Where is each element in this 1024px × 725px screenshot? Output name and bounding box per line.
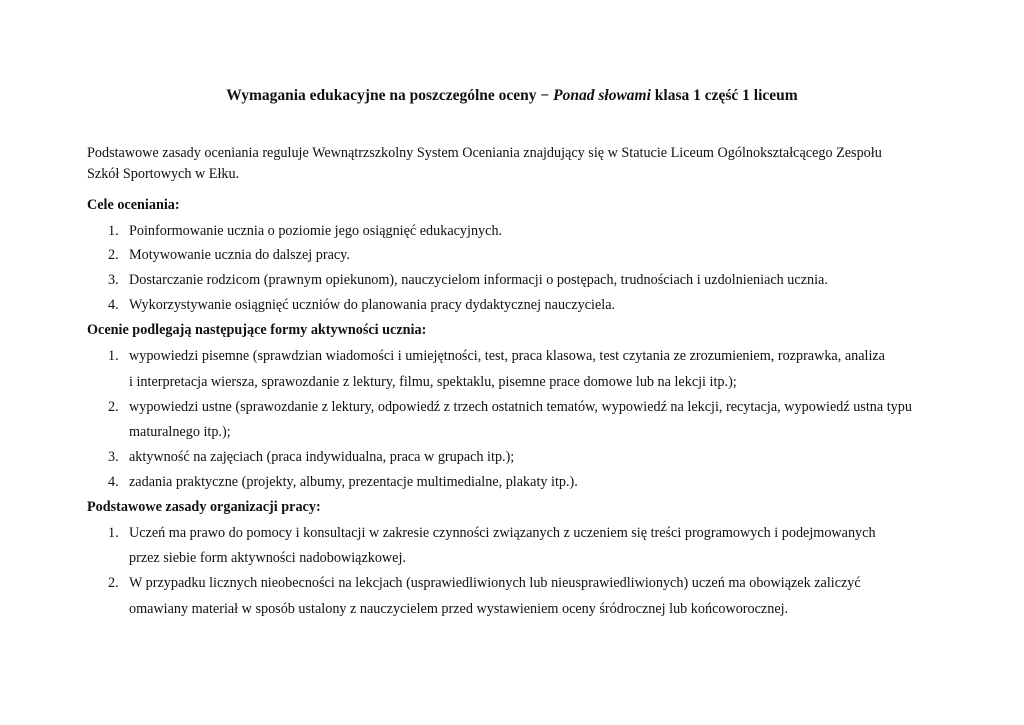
list-item-continuation: przez siebie form aktywności nadobowiązkowej.: [129, 550, 406, 566]
list-item-text: W przypadku licznych nieobecności na lekcjach (usprawiedliwionych lub nieusprawiedliwionych) uczeń ma obowiązek zaliczyć: [129, 575, 861, 591]
list-item-number: 1.: [108, 348, 119, 364]
section-heading-formy-aktywnosci: Ocenie podlegają następujące formy aktywności ucznia:: [87, 322, 427, 338]
list-item: [108, 573, 861, 593]
list-item-text: aktywność na zajęciach (praca indywidualna, praca w grupach itp.);: [129, 449, 515, 465]
title-text: Wymagania edukacyjne na poszczególne oceny −: [226, 87, 554, 104]
list-item-number: 4.: [108, 474, 119, 490]
list-item: [108, 221, 502, 241]
list-item-number: 4.: [108, 297, 119, 313]
list-item: [108, 472, 578, 492]
list-item: [108, 447, 514, 467]
title-text-end: klasa 1 część 1 liceum: [650, 87, 798, 104]
intro-line: Szkół Sportowych w Ełku.: [87, 166, 240, 182]
section-heading-cele: Cele oceniania:: [87, 197, 180, 213]
title-italic-text: Ponad słowami: [553, 87, 651, 104]
list-item-number: 2.: [108, 399, 119, 415]
intro-paragraph: [87, 143, 947, 185]
list-item-text: Motywowanie ucznia do dalszej pracy.: [129, 247, 350, 263]
list-item: [108, 523, 876, 543]
list-item-text: wypowiedzi ustne (sprawozdanie z lektury, odpowiedź z trzech ostatnich tematów, wypowiedź na lekcji, recytacja, wypowiedź ustna typu: [129, 399, 912, 415]
list-item-text: wypowiedzi pisemne (sprawdzian wiadomości i umiejętności, test, praca klasowa, test czytania ze zrozumieniem, rozprawka, analiza: [129, 348, 885, 364]
list-item: [108, 346, 885, 366]
list-item-text: Poinformowanie ucznia o poziomie jego osiągnięć edukacyjnych.: [129, 223, 503, 239]
list-item-number: 2.: [108, 575, 119, 591]
intro-line: Podstawowe zasady oceniania reguluje Wewnątrzszkolny System Oceniania znajdujący się w Statucie Liceum Ogólnokształcącego Zespołu: [87, 145, 882, 161]
list-item-continuation: i interpretacja wiersza, sprawozdanie z lektury, filmu, spektaklu, pisemne prace domowe lub na lekcji itp.);: [129, 374, 737, 390]
list-item-continuation: omawiany materiał w sposób ustalony z nauczycielem przed wystawieniem oceny śródrocznej lub końcoworocznej.: [129, 601, 789, 617]
list-item-continuation: maturalnego itp.);: [129, 424, 231, 440]
list-item-text: Uczeń ma prawo do pomocy i konsultacji w zakresie czynności związanych z uczeniem się treści programowych i podejmowanych: [129, 525, 876, 541]
list-item-number: 3.: [108, 449, 119, 465]
list-item: [108, 270, 828, 290]
list-item-number: 3.: [108, 272, 119, 288]
section-heading-organizacja-pracy: Podstawowe zasady organizacji pracy:: [87, 499, 321, 515]
list-item: [108, 397, 912, 417]
list-item-text: Dostarczanie rodzicom (prawnym opiekunom), nauczycielom informacji o postępach, trudnościach i uzdolnieniach ucznia.: [129, 272, 828, 288]
list-item: [108, 295, 615, 315]
list-item-number: 2.: [108, 247, 119, 263]
list-item-text: zadania praktyczne (projekty, albumy, prezentacje multimedialne, plakaty itp.).: [129, 474, 578, 490]
list-item-number: 1.: [108, 223, 119, 239]
list-item: [108, 245, 350, 265]
document-title: [0, 86, 1024, 106]
list-item-text: Wykorzystywanie osiągnięć uczniów do planowania pracy dydaktycznej nauczyciela.: [129, 297, 616, 313]
list-item-number: 1.: [108, 525, 119, 541]
